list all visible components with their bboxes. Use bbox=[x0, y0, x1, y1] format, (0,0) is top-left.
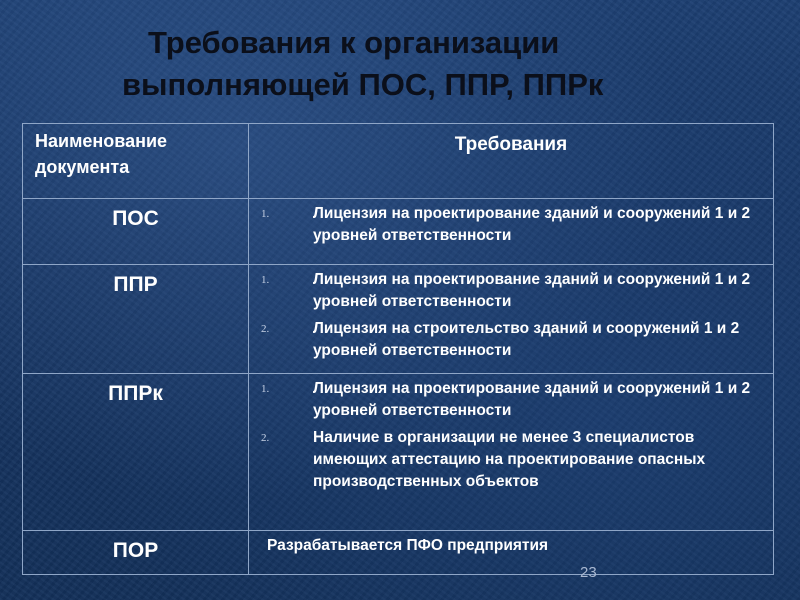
header-row bbox=[23, 124, 774, 199]
title-line-1: Требования к организации bbox=[148, 25, 560, 60]
document-cell: ПОР bbox=[23, 531, 249, 575]
requirements-list bbox=[261, 203, 765, 247]
requirements-list bbox=[261, 378, 765, 493]
header-requirements: Требования bbox=[249, 124, 774, 199]
requirements-cell bbox=[249, 531, 774, 575]
item-text: Лицензия на проектирование зданий и сооружений 1 и 2 уровней ответственности bbox=[313, 205, 751, 244]
slide-title bbox=[0, 22, 800, 106]
list-item bbox=[261, 203, 765, 247]
header-document-name: Наименование документа bbox=[23, 124, 249, 199]
item-number: 2. bbox=[261, 323, 270, 335]
requirements-cell bbox=[249, 374, 774, 531]
requirements-plain-text: Разрабатывается ПФО предприятия bbox=[267, 537, 549, 554]
item-text: Лицензия на проектирование зданий и сооружений 1 и 2 уровней ответственности bbox=[313, 380, 751, 419]
table-row bbox=[23, 374, 774, 531]
title-line-2: выполняющей ПОС, ППР, ППРк bbox=[122, 67, 604, 102]
item-text: Наличие в организации не менее 3 специалистов имеющих аттестацию на проектирование опасных производственных объектов bbox=[313, 429, 706, 490]
requirements-cell bbox=[249, 265, 774, 374]
table-row bbox=[23, 531, 774, 575]
item-number: 1. bbox=[261, 274, 270, 286]
item-number: 2. bbox=[261, 432, 270, 444]
requirements-cell bbox=[249, 199, 774, 265]
requirements-list bbox=[261, 269, 765, 362]
page-number: 23 bbox=[580, 564, 597, 581]
item-number: 1. bbox=[261, 208, 270, 220]
list-item bbox=[261, 378, 765, 422]
table-row bbox=[23, 265, 774, 374]
list-item bbox=[261, 427, 765, 493]
document-cell: ППРк bbox=[23, 374, 249, 531]
item-number: 1. bbox=[261, 383, 270, 395]
document-cell: ППР bbox=[23, 265, 249, 374]
list-item bbox=[261, 269, 765, 313]
item-text: Лицензия на строительство зданий и сооружений 1 и 2 уровней ответственности bbox=[313, 320, 740, 359]
requirements-table bbox=[22, 123, 774, 575]
list-item bbox=[261, 318, 765, 362]
item-text: Лицензия на проектирование зданий и сооружений 1 и 2 уровней ответственности bbox=[313, 271, 751, 310]
table-row bbox=[23, 199, 774, 265]
document-cell: ПОС bbox=[23, 199, 249, 265]
